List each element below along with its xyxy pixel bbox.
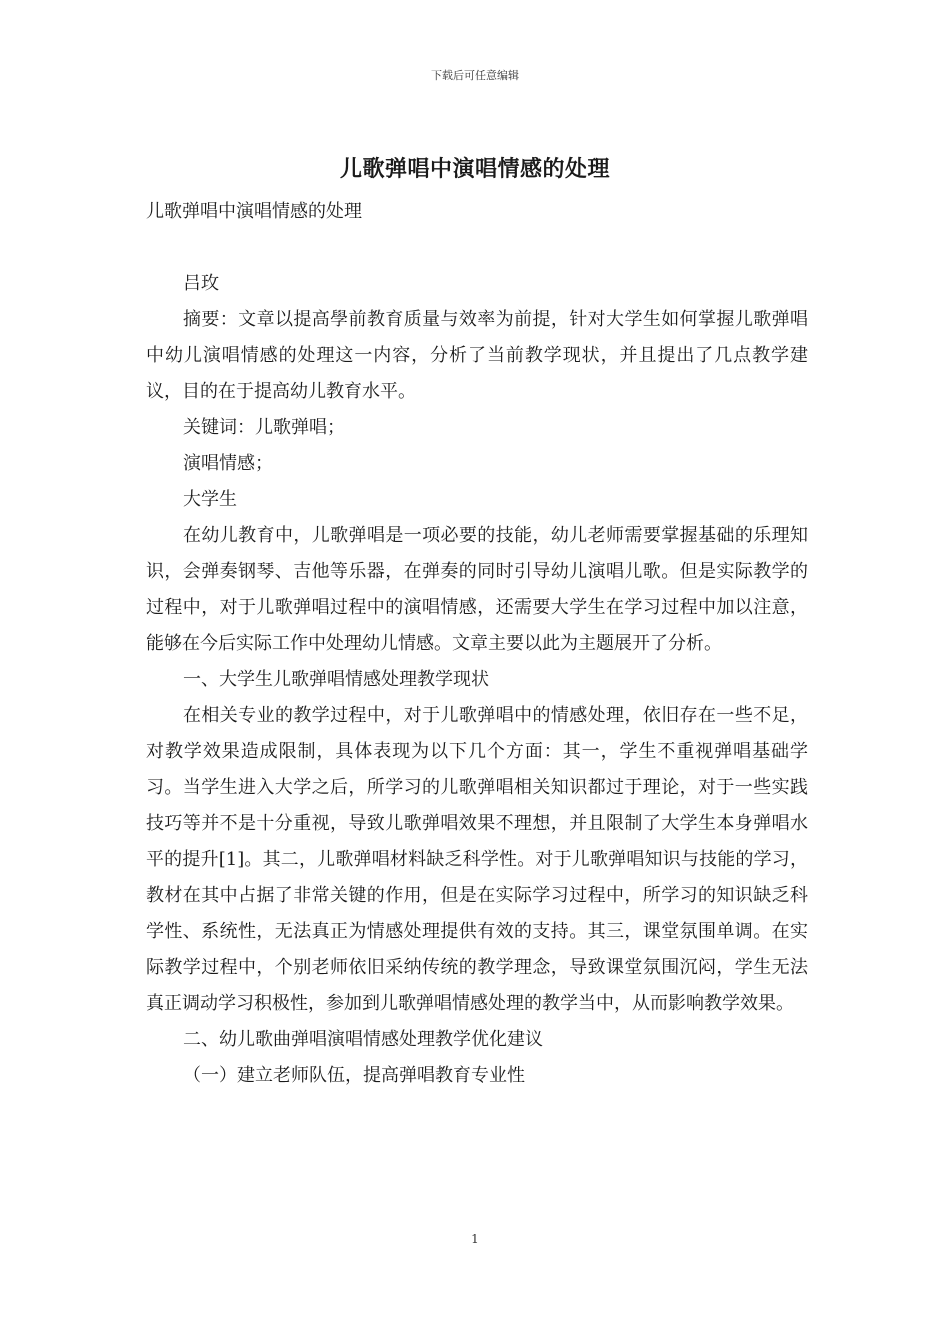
- abstract-paragraph: 摘要：文章以提高學前教育质量与效率为前提，针对大学生如何掌握儿歌弹唱中幼儿演唱情感的处理这一内容，分析了当前教学现状，并且提出了几点教学建议，目的在于提高幼儿教育水平。: [146, 309, 808, 402]
- document-body: [146, 194, 808, 1094]
- document-subtitle: 儿歌弹唱中演唱情感的处理: [146, 201, 362, 222]
- section-1-heading: 一、大学生儿歌弹唱情感处理教学现状: [183, 669, 489, 690]
- author-name: 吕玫: [183, 273, 219, 294]
- keywords-line-2: 演唱情感；: [183, 453, 273, 474]
- section-2-heading: 二、幼儿歌曲弹唱演唱情感处理教学优化建议: [183, 1029, 543, 1050]
- section-1-paragraph: 在相关专业的教学过程中，对于儿歌弹唱中的情感处理，依旧存在一些不足，对教学效果造成限制，具体表现为以下几个方面：其一，学生不重视弹唱基础学习。当学生进入大学之后，所学习的儿歌弹唱相关知识都过于理论，对于一些实践技巧等并不是十分重视，导致儿歌弹唱效果不理想，并且限制了大学生本身弹唱水平的提升[1]。其二，儿歌弹唱材料缺乏科学性。对于儿歌弹唱知识与技能的学习，教材在其中占据了非常关键的作用，但是在实际学习过程中，所学习的知识缺乏科学性、系统性，无法真正为情感处理提供有效的支持。其三，课堂氛围单调。在实际教学过程中，个别老师依旧采纳传统的教学理念，导致课堂氛围沉闷，学生无法真正调动学习积极性，参加到儿歌弹唱情感处理的教学当中，从而影响教学效果。: [146, 705, 808, 1014]
- page-number: 1: [471, 1232, 479, 1246]
- keywords-line-1: 关键词：儿歌弹唱；: [183, 417, 345, 438]
- page-header-note: 下载后可任意编辑: [431, 69, 519, 82]
- document-title: 儿歌弹唱中演唱情感的处理: [339, 156, 610, 182]
- keywords-line-3: 大学生: [183, 489, 237, 510]
- section-2-subheading-1: （一）建立老师队伍，提高弹唱教育专业性: [183, 1065, 525, 1086]
- intro-paragraph: 在幼儿教育中，儿歌弹唱是一项必要的技能，幼儿老师需要掌握基础的乐理知识，会弹奏钢琴、吉他等乐器，在弹奏的同时引导幼儿演唱儿歌。但是实际教学的过程中，对于儿歌弹唱过程中的演唱情感，还需要大学生在学习过程中加以注意，能够在今后实际工作中处理幼儿情感。文章主要以此为主题展开了分析。: [146, 525, 808, 654]
